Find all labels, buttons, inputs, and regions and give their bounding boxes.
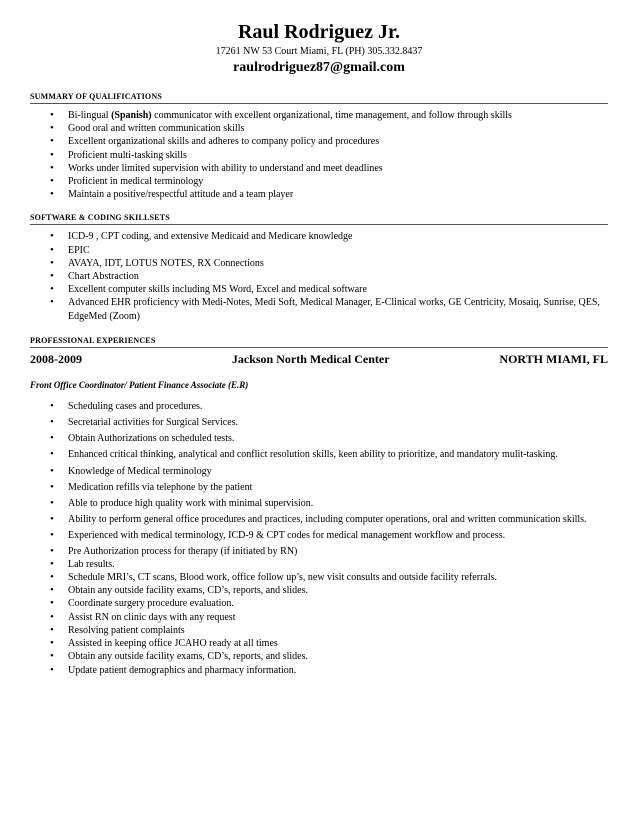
candidate-name: Raul Rodriguez Jr. [237, 21, 401, 43]
software-title: SOFTWARE & CODING SKILLSETS [30, 213, 170, 223]
job-header [30, 352, 608, 367]
list-item: • EPIC [48, 244, 608, 257]
list-item: • Ability to perform general office procedures and practices, including computer operations, oral and written communication skills. [48, 513, 608, 526]
list-item: • Resolving patient complaints [48, 624, 608, 637]
job-position: Front Office Coordinator/ Patient Finance Associate (E.R) [30, 379, 249, 390]
contact-email: raulrodriguez87@gmail.com [233, 60, 405, 75]
experience-title: PROFESSIONAL EXPERIENCES [30, 335, 156, 345]
list-item: • Bi-lingual (Spanish) communicator with excellent organizational, time management, and follow through skills [48, 109, 608, 122]
job-dates: 2008-2009 [30, 351, 82, 366]
list-item: • Obtain any outside facility exams, CD’s, reports, and slides. [48, 650, 608, 663]
list-item: • Able to produce high quality work with minimal supervision. [48, 497, 608, 510]
job-duties-list-continued [30, 529, 608, 676]
list-item: • AVAYA, IDT, LOTUS NOTES, RX Connections [48, 257, 608, 270]
list-item: • Medication refills via telephone by the patient [48, 481, 608, 494]
software-section [30, 213, 608, 322]
summary-list [30, 109, 608, 201]
list-item: • Good oral and written communication skills [48, 122, 608, 135]
list-item: • Advanced EHR proficiency with Medi-Notes, Medi Soft, Medical Manager, E-Clinical works, GE Centricity, Mosaiq, Sunrise, QES, EdgeMed (Zoom) [48, 296, 608, 322]
list-item: • Pre Authorization process for therapy (if initiated by RN) [48, 545, 608, 558]
summary-title: SUMMARY OF QUALIFICATIONS [30, 92, 162, 101]
job-duties-list [30, 400, 608, 527]
list-item: • Obtain Authorizations on scheduled tests. [48, 432, 608, 445]
list-item: • Proficient multi-tasking skills [48, 149, 608, 162]
summary-section [30, 92, 608, 201]
list-item: • Excellent organizational skills and adheres to company policy and procedures [48, 135, 608, 148]
list-item: • Assisted in keeping office JCAHO ready at all times [48, 637, 608, 650]
list-item: • Excellent computer skills including MS Word, Excel and medical software [48, 283, 608, 296]
list-item: • Update patient demographics and pharmacy information. [48, 664, 608, 677]
list-item: • Maintain a positive/respectful attitude and a team player [48, 188, 608, 201]
experience-divider [30, 347, 608, 348]
list-item: • Proficient in medical terminology [48, 175, 608, 188]
list-item: • Experienced with medical terminology, ICD-9 & CPT codes for medical management workflow and process. [48, 529, 608, 542]
list-item: • Knowledge of Medical terminology [48, 465, 608, 478]
list-item: • Coordinate surgery procedure evaluation. [48, 597, 608, 610]
resume-header [30, 0, 608, 76]
job-location: NORTH MIAMI, FL [499, 351, 608, 366]
list-item: • Assist RN on clinic days with any request [48, 611, 608, 624]
list-item: • Works under limited supervision with ability to understand and meet deadlines [48, 162, 608, 175]
experience-section [30, 336, 608, 677]
job-employer: Jackson North Medical Center [231, 351, 390, 366]
summary-divider [30, 103, 608, 104]
list-item: • ICD-9 , CPT coding, and extensive Medicaid and Medicare knowledge [48, 230, 608, 243]
contact-address: 17261 NW 53 Court Miami, FL (PH) 305.332.8437 [215, 46, 423, 57]
list-item: • Schedule MRI’s, CT scans, Blood work, office follow up’s, new visit consults and outside facility referrals. [48, 571, 608, 584]
list-item: • Enhanced critical thinking, analytical and conflict resolution skills, keen ability to prioritize, and mandatory mulit-tasking. [48, 448, 608, 461]
list-item: • Secretarial activities for Surgical Services. [48, 416, 608, 429]
software-divider [30, 224, 608, 225]
list-item: • Lab results. [48, 558, 608, 571]
software-list [30, 230, 608, 322]
list-item: • Scheduling cases and procedures. [48, 400, 608, 413]
list-item: • Obtain any outside facility exams, CD’s, reports, and slides. [48, 584, 608, 597]
list-item: • Chart Abstraction [48, 270, 608, 283]
